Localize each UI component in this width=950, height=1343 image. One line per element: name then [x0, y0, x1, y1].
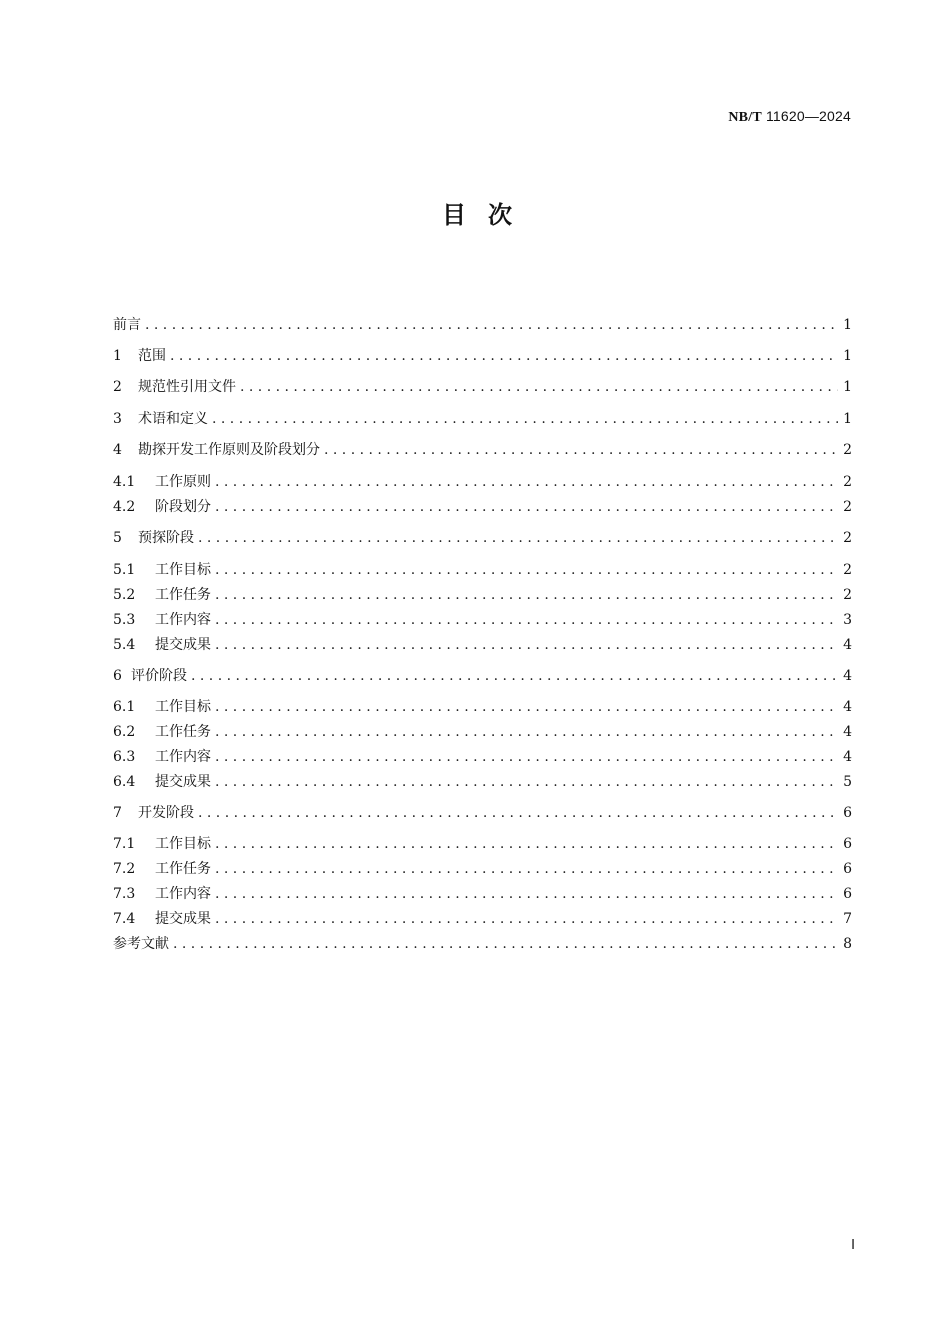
toc-entry-title: 阶段划分	[155, 499, 211, 515]
toc-entry-page: 2	[843, 499, 852, 515]
toc-entry-4[interactable]	[113, 438, 852, 462]
toc-entry-page: 8	[843, 936, 852, 952]
toc-entry-number: 6	[113, 668, 122, 684]
toc-entry-page: 2	[843, 442, 852, 458]
toc-entry-number: 5.4	[113, 637, 136, 653]
toc-entry-7-1[interactable]	[113, 832, 852, 856]
toc-entry-page: 4	[843, 749, 852, 765]
toc-entry-title: 提交成果	[155, 911, 211, 927]
toc-entry-number: 3	[113, 411, 122, 427]
page-number: I	[851, 1238, 855, 1253]
toc-entry-preface[interactable]	[113, 313, 852, 337]
toc-entry-number: 5	[113, 530, 122, 546]
toc-entry-title: 工作内容	[155, 749, 211, 765]
toc-entry-page: 1	[843, 348, 852, 364]
toc-entry-title: 前言	[113, 317, 141, 333]
toc-entry-page: 4	[843, 724, 852, 740]
toc-entry-title: 范围	[138, 348, 166, 364]
toc-entry-5-2[interactable]	[113, 583, 852, 607]
toc-entry-5-1[interactable]	[113, 558, 852, 582]
toc-entry-number: 7.4	[113, 911, 136, 927]
toc-entry-page: 2	[843, 587, 852, 603]
toc-entry-number: 7.3	[113, 886, 136, 902]
toc-entry-page: 2	[843, 530, 852, 546]
toc-entry-title: 提交成果	[155, 774, 211, 790]
toc-entry-number: 4.2	[113, 499, 136, 515]
toc-entry-title: 规范性引用文件	[138, 379, 236, 395]
toc-entry-title: 工作原则	[155, 474, 211, 490]
toc-entry-page: 6	[843, 836, 852, 852]
toc-entry-page: 1	[843, 411, 852, 427]
toc-entry-number: 1	[113, 348, 122, 364]
toc-entry-number: 7.2	[113, 861, 136, 877]
toc-entry-page: 6	[843, 861, 852, 877]
toc-entry-number: 6.1	[113, 699, 136, 715]
toc-entry-number: 5.1	[113, 562, 136, 578]
toc-entry-title: 工作内容	[155, 612, 211, 628]
toc-entry-7-3[interactable]	[113, 882, 852, 906]
toc-entry-number: 4	[113, 442, 122, 458]
toc-entry-number: 5.2	[113, 587, 136, 603]
toc-entry-page: 6	[843, 886, 852, 902]
toc-entry-6-3[interactable]	[113, 745, 852, 769]
toc-entry-page: 2	[843, 474, 852, 490]
toc-entry-title: 参考文献	[113, 936, 169, 952]
toc-entry-1[interactable]	[113, 344, 852, 368]
toc-entry-6-1[interactable]	[113, 695, 852, 719]
toc-entry-title: 工作任务	[155, 724, 211, 740]
toc-entry-4-2[interactable]	[113, 495, 852, 519]
toc-entry-2[interactable]	[113, 375, 852, 399]
toc-entry-title: 开发阶段	[138, 805, 194, 821]
toc-entry-number: 7	[113, 805, 122, 821]
page-title: 目次	[442, 201, 534, 229]
toc-entry-5-3[interactable]	[113, 608, 852, 632]
toc-entry-page: 6	[843, 805, 852, 821]
toc-entry-7-2[interactable]	[113, 857, 852, 881]
standard-code	[728, 108, 851, 126]
toc-entry-page: 4	[843, 668, 852, 684]
toc-entry-page: 1	[843, 379, 852, 395]
toc-entry-number: 6.2	[113, 724, 136, 740]
toc-entry-5-4[interactable]	[113, 633, 852, 657]
toc-entry-4-1[interactable]	[113, 470, 852, 494]
toc-entry-number: 6.3	[113, 749, 136, 765]
toc-entry-page: 3	[843, 612, 852, 628]
toc-entry-page: 4	[843, 699, 852, 715]
toc-entry-number: 5.3	[113, 612, 136, 628]
toc-entry-6-4[interactable]	[113, 770, 852, 794]
toc-entry-page: 1	[843, 317, 852, 333]
toc-entry-title: 术语和定义	[138, 411, 208, 427]
toc-entry-number: 6.4	[113, 774, 136, 790]
toc-entry-title: 提交成果	[155, 637, 211, 653]
toc-entry-7[interactable]	[113, 801, 852, 825]
toc-entry-7-4[interactable]	[113, 907, 852, 931]
toc-entry-title: 评价阶段	[131, 668, 187, 684]
toc-entry-title: 工作任务	[155, 587, 211, 603]
toc-entry-page: 4	[843, 637, 852, 653]
standard-number: 11620—2024	[765, 108, 851, 124]
toc-entry-title: 工作任务	[155, 861, 211, 877]
toc-entry-references[interactable]	[113, 932, 852, 956]
toc-entry-5[interactable]	[113, 526, 852, 550]
toc-entry-number: 2	[113, 379, 122, 395]
toc-entry-page: 2	[843, 562, 852, 578]
toc-entry-6[interactable]	[113, 664, 852, 688]
toc-entry-6-2[interactable]	[113, 720, 852, 744]
toc-entry-number: 7.1	[113, 836, 136, 852]
toc-entry-title: 工作目标	[155, 699, 211, 715]
toc-entry-3[interactable]	[113, 407, 852, 431]
toc-entry-number: 4.1	[113, 474, 136, 490]
toc-entry-page: 7	[843, 911, 852, 927]
toc-entry-title: 工作目标	[155, 562, 211, 578]
standard-prefix: NB/T	[728, 110, 762, 125]
toc-entry-title: 勘探开发工作原则及阶段划分	[138, 442, 320, 458]
toc-entry-title: 预探阶段	[138, 530, 194, 546]
toc-entry-page: 5	[843, 774, 852, 790]
toc-entry-title: 工作内容	[155, 886, 211, 902]
toc-entry-title: 工作目标	[155, 836, 211, 852]
